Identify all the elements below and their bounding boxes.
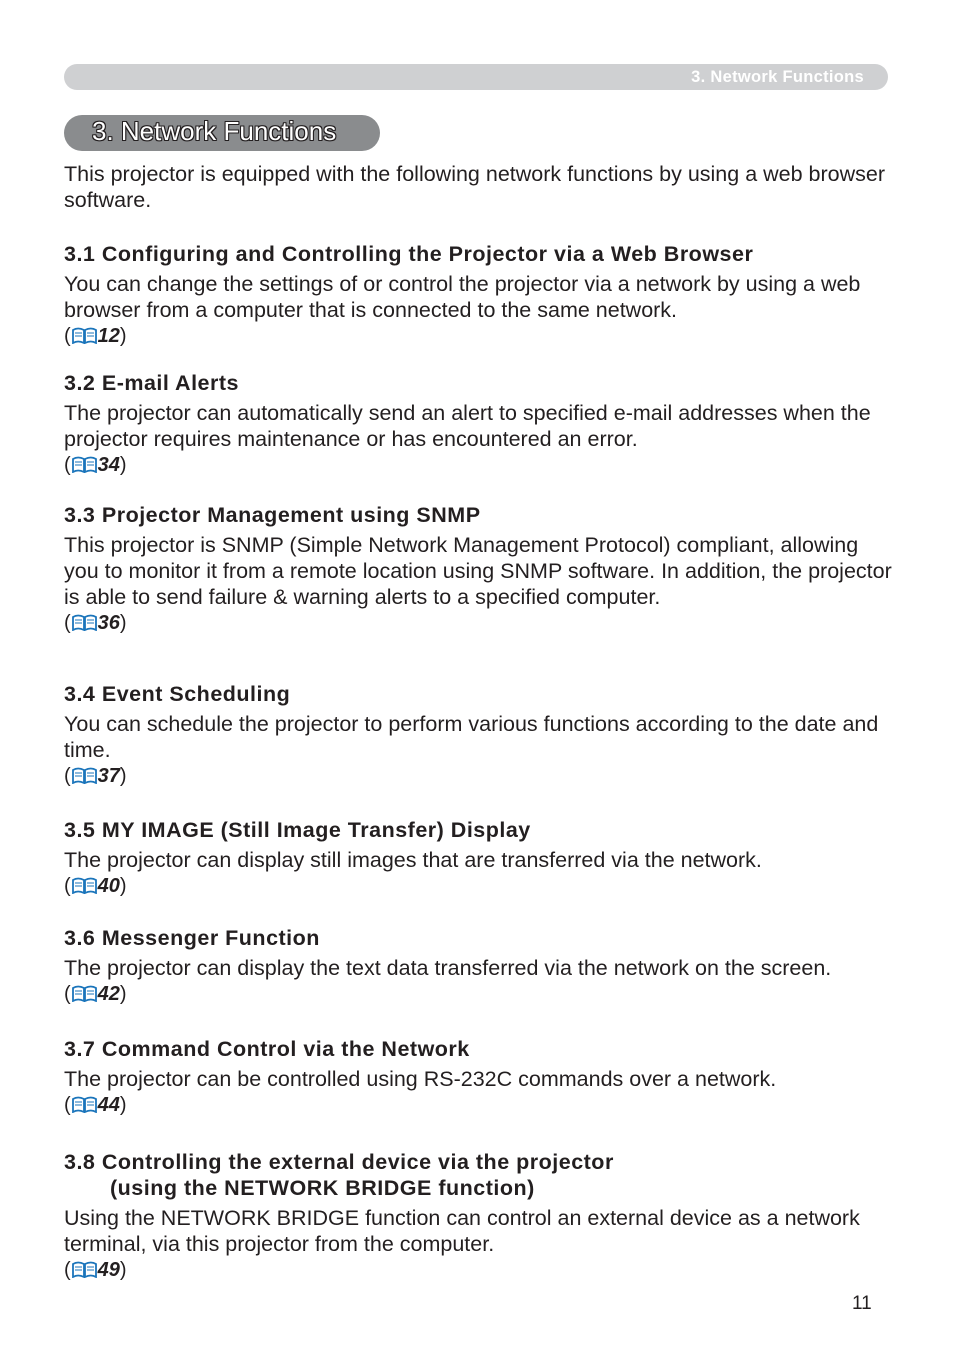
book-icon [72, 877, 97, 894]
section-3-1 [64, 241, 904, 349]
intro-paragraph: This projector is equipped with the following network functions by using a web browser software. [64, 162, 886, 212]
section-3-5 [64, 817, 904, 899]
page-reference[interactable]: ( 40) [64, 875, 127, 897]
page-reference[interactable]: ( 42) [64, 983, 127, 1005]
page-reference-number: 42 [97, 983, 120, 1005]
section-heading [64, 1149, 904, 1201]
header-bar [64, 64, 888, 90]
page-reference[interactable]: ( 49) [64, 1259, 127, 1281]
section-body: You can schedule the projector to perform various functions according to the date and time. [64, 712, 879, 762]
page-title: 3. Network Functions [92, 116, 337, 146]
section-heading-line-2: (using the NETWORK BRIDGE function) [110, 1176, 535, 1200]
page-number: 11 [852, 1293, 872, 1314]
section-heading-line-1: 3.8 Controlling the external device via the projector [64, 1150, 614, 1174]
book-icon [72, 1096, 97, 1113]
section-3-7 [64, 1036, 904, 1118]
book-icon [72, 327, 97, 344]
page-reference-number: 36 [97, 612, 120, 634]
section-heading: 3.4 Event Scheduling [64, 682, 291, 706]
page-reference[interactable]: ( 34) [64, 454, 127, 476]
page-reference-number: 37 [97, 765, 120, 787]
section-heading: 3.1 Configuring and Controlling the Projector via a Web Browser [64, 242, 754, 266]
book-icon [72, 1261, 97, 1278]
section-body: Using the NETWORK BRIDGE function can control an external device as a network terminal, via this projector from the computer. [64, 1206, 860, 1256]
section-body: The projector can display the text data transferred via the network on the screen. [64, 956, 832, 980]
section-heading: 3.2 E-mail Alerts [64, 371, 239, 395]
page-reference-number: 34 [97, 454, 120, 476]
page-reference-number: 49 [97, 1259, 120, 1281]
page-reference[interactable]: ( 12) [64, 325, 127, 347]
section-heading: 3.7 Command Control via the Network [64, 1037, 470, 1061]
section-3-6 [64, 925, 904, 1007]
book-icon [72, 767, 97, 784]
section-3-3 [64, 502, 904, 636]
section-body: The projector can be controlled using RS-232C commands over a network. [64, 1067, 777, 1091]
section-3-8 [64, 1149, 904, 1283]
section-body: This projector is SNMP (Simple Network Management Protocol) compliant, allowing you to monitor it from a remote location using SNMP software. In addition, the projector is able to send failure & warning alerts to a specified computer. [64, 533, 892, 609]
page-reference[interactable]: ( 44) [64, 1094, 127, 1116]
section-body: The projector can display still images that are transferred via the network. [64, 848, 762, 872]
section-heading: 3.5 MY IMAGE (Still Image Transfer) Display [64, 818, 531, 842]
header-label: 3. Network Functions [691, 68, 864, 86]
page-reference-number: 40 [97, 875, 120, 897]
page-title-pill [64, 115, 380, 151]
section-heading: 3.6 Messenger Function [64, 926, 320, 950]
page-reference[interactable]: ( 37) [64, 765, 127, 787]
book-icon [72, 985, 97, 1002]
page-reference-number: 12 [97, 325, 120, 347]
page-reference-number: 44 [97, 1094, 120, 1116]
section-body: You can change the settings of or control the projector via a network by using a web browser from a computer that is connected to the same network. [64, 272, 861, 322]
section-heading: 3.3 Projector Management using SNMP [64, 503, 481, 527]
page-reference[interactable]: ( 36) [64, 612, 127, 634]
section-3-2 [64, 370, 904, 478]
book-icon [72, 614, 97, 631]
section-body: The projector can automatically send an alert to specified e-mail addresses when the projector requires maintenance or has encountered an error. [64, 401, 871, 451]
section-3-4 [64, 681, 904, 789]
book-icon [72, 456, 97, 473]
